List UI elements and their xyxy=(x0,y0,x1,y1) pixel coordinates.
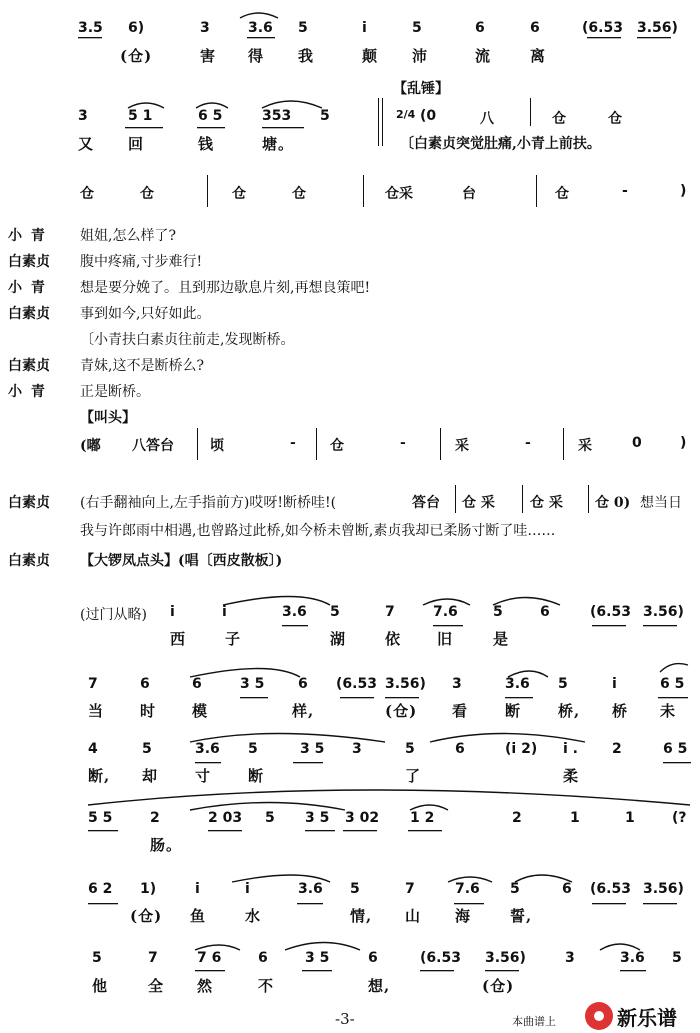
note: (6.53 xyxy=(420,950,461,966)
credit-text: 本曲谱上 xyxy=(512,1015,556,1028)
note: 3 xyxy=(565,950,575,966)
note: 5 xyxy=(330,604,340,620)
note: 6 xyxy=(540,604,550,620)
note: ) xyxy=(680,183,687,199)
note: 5 5 xyxy=(88,810,113,826)
dialogue-text: 青妹,这不是断桥么? xyxy=(80,358,204,374)
score-line-1-notes xyxy=(0,20,700,44)
note: i xyxy=(245,881,250,897)
barline xyxy=(588,485,589,513)
note: 3.6 xyxy=(620,950,645,966)
lyric: (仓) xyxy=(130,907,163,925)
note: (6.53 xyxy=(336,676,377,692)
lyric: (仓) xyxy=(120,47,153,65)
perc-cell: - xyxy=(400,435,406,451)
lyric: 得 xyxy=(248,47,265,65)
song-line-4-lyrics xyxy=(0,834,700,858)
page-number: -3- xyxy=(335,1010,355,1028)
note: 6 xyxy=(192,676,202,692)
barline xyxy=(530,98,531,126)
score-line-2-notes xyxy=(0,108,700,132)
jiaotou-label: 【叫头】 xyxy=(80,410,136,426)
song-line-6-notes xyxy=(0,950,700,974)
baisu-speech-1-cont xyxy=(0,520,700,544)
lyric: (仓) xyxy=(385,702,418,720)
lyric: 想, xyxy=(368,977,391,995)
note: 3.56) xyxy=(485,950,526,966)
note: (6.53 xyxy=(590,604,631,620)
speaker: 白素贞 xyxy=(8,254,50,270)
note: 3 02 xyxy=(345,810,380,826)
note: 3 xyxy=(352,741,362,757)
note: 仓 xyxy=(608,111,622,127)
song-line-4-notes xyxy=(0,810,700,834)
note: 3 5 xyxy=(240,676,265,692)
note: 6 xyxy=(258,950,268,966)
note: 7 xyxy=(405,881,415,897)
speaker: 白素贞 xyxy=(8,358,50,374)
note: 1 xyxy=(625,810,635,826)
song-line-2-lyrics xyxy=(0,700,700,724)
lyric: 颠 xyxy=(362,47,379,65)
note: 1 2 xyxy=(410,810,435,826)
perc-cell: ) xyxy=(680,435,687,451)
lyric: 我 xyxy=(298,47,315,65)
lyric: 模 xyxy=(192,702,209,720)
barline xyxy=(197,428,198,460)
note: 7.6 xyxy=(455,881,480,897)
note: 4 xyxy=(88,741,98,757)
note: (6.53 xyxy=(590,881,631,897)
note: (0 xyxy=(420,108,437,124)
speaker: 小 青 xyxy=(8,280,47,296)
note: 5 xyxy=(672,950,682,966)
note: 5 xyxy=(405,741,415,757)
dialogue-text: 想是要分娩了。且到那边歇息片刻,再想良策吧! xyxy=(80,280,371,296)
note: 3 xyxy=(200,20,210,36)
perc-cell: 仓 xyxy=(330,438,344,454)
lyric: (仓) xyxy=(482,977,515,995)
lyric: 西 xyxy=(170,630,187,648)
lyric: 肠。 xyxy=(150,836,183,854)
dialogue-line xyxy=(0,251,700,275)
note: 5 xyxy=(350,881,360,897)
score-line-1-lyrics xyxy=(0,45,700,69)
perc-cell: - xyxy=(525,435,531,451)
note: 5 xyxy=(510,881,520,897)
lyric: 海 xyxy=(455,907,472,925)
speaker: 白素贞 xyxy=(8,495,50,511)
stage-direction: 〔小青扶白素贞往前走,发现断桥。 xyxy=(80,332,295,348)
lyric: 未 xyxy=(660,702,677,720)
lyric: 是 xyxy=(493,630,510,648)
lyric: 看 xyxy=(452,702,469,720)
note: - xyxy=(622,183,628,199)
barline xyxy=(440,428,441,460)
note: 3.6 xyxy=(248,20,273,36)
lyric: 子 xyxy=(225,630,242,648)
perc-cell: 仓 采 xyxy=(462,495,495,511)
speaker: 白素贞 xyxy=(8,553,50,569)
note: 5 xyxy=(493,604,503,620)
note: 3 5 xyxy=(305,950,330,966)
note: 台 xyxy=(462,186,476,202)
note: 仓 xyxy=(555,186,569,202)
note: 6 xyxy=(140,676,150,692)
note: 2 xyxy=(512,810,522,826)
lyric: 当 xyxy=(88,702,105,720)
note: 6) xyxy=(128,20,145,36)
note: 6 xyxy=(562,881,572,897)
logo-text: 新乐谱 xyxy=(617,1006,677,1030)
dialogue-line xyxy=(0,303,700,327)
note: 3.6 xyxy=(505,676,530,692)
lyric: 湖 xyxy=(330,630,347,648)
note: i xyxy=(362,20,367,36)
dialogue-line xyxy=(0,355,700,379)
perc-cell: 0 xyxy=(632,435,642,451)
lyric: 钱 xyxy=(198,135,215,153)
lyric: 他 xyxy=(92,977,109,995)
lyric: 回 xyxy=(128,135,145,153)
speaker: 白素贞 xyxy=(8,306,50,322)
note: 5 1 xyxy=(128,108,153,124)
note: 6 2 xyxy=(88,881,113,897)
note: 仓 xyxy=(292,186,306,202)
speaker: 小 青 xyxy=(8,384,47,400)
lyric: 水 xyxy=(245,907,262,925)
song-line-1-notes xyxy=(0,604,700,628)
note: 5 xyxy=(265,810,275,826)
dialogue-line xyxy=(0,277,700,301)
song-line-3-notes xyxy=(0,741,700,765)
note: 1 xyxy=(570,810,580,826)
dialogue-text: 腹中疼痛,寸步难行! xyxy=(80,254,203,270)
dialogue-text: (右手翻袖向上,左手指前方)哎呀!断桥哇!( xyxy=(80,495,337,511)
lyric: 誓, xyxy=(510,907,533,925)
lyric: 全 xyxy=(148,977,165,995)
note: 3.56) xyxy=(643,604,684,620)
lyric: 害 xyxy=(200,47,217,65)
note: i . xyxy=(563,741,578,757)
barline xyxy=(207,175,208,207)
note: 仓 xyxy=(232,186,246,202)
lyric: 旧 xyxy=(437,630,454,648)
note: 7 xyxy=(385,604,395,620)
note: 5 xyxy=(558,676,568,692)
song-line-5-lyrics xyxy=(0,905,700,929)
note: 5 xyxy=(142,741,152,757)
lyric: 时 xyxy=(140,702,157,720)
prefix: (过门从略) xyxy=(80,607,147,623)
perc-cell: 顷 xyxy=(210,438,224,454)
lyric: 流 xyxy=(475,47,492,65)
lyric: 依 xyxy=(385,630,402,648)
perc-cell: (嘟 xyxy=(80,438,101,454)
speaker: 小 青 xyxy=(8,228,47,244)
lyric: 山 xyxy=(405,907,422,925)
perc-cell: 八答台 xyxy=(132,438,174,454)
lyric: 了 xyxy=(405,767,422,785)
lyric: 鱼 xyxy=(190,907,207,925)
score-line-2-lyrics xyxy=(0,133,700,157)
lyric: 离 xyxy=(530,47,547,65)
jiaotou-percussion xyxy=(0,435,700,459)
dialogue-text: 姐姐,怎么样了? xyxy=(80,228,176,244)
note: 3.56) xyxy=(637,20,678,36)
lyric: 塘。 xyxy=(262,135,295,153)
lyric: 样, xyxy=(292,702,315,720)
time-signature: 2/4 xyxy=(396,108,416,121)
dialogue-text: 我与许郎雨中相遇,也曾路过此桥,如今桥未曾断,素贞我却已柔肠寸断了哇…… xyxy=(80,523,556,539)
note: 3.6 xyxy=(195,741,220,757)
stage-direction-line xyxy=(0,329,700,353)
perc-cell: 采 xyxy=(455,438,469,454)
lyric: 柔 xyxy=(563,767,580,785)
perc-cell: 仓 采 xyxy=(530,495,563,511)
note: i xyxy=(195,881,200,897)
lyric: 却 xyxy=(142,767,159,785)
dialogue-text: 想当日 xyxy=(640,495,682,511)
baisu-speech-1 xyxy=(0,492,700,516)
song-line-3-lyrics xyxy=(0,765,700,789)
note: 6 xyxy=(455,741,465,757)
lyric: 然 xyxy=(197,977,214,995)
note: 353 xyxy=(262,108,292,124)
note: (? xyxy=(672,810,687,826)
song-line-2-notes xyxy=(0,676,700,700)
note: 3.56) xyxy=(385,676,426,692)
note: (i 2) xyxy=(505,741,538,757)
lyric: 情, xyxy=(350,907,373,925)
lyric: 断, xyxy=(88,767,111,785)
perc-cell: 答台 xyxy=(412,495,440,511)
note: 7 6 xyxy=(197,950,222,966)
note: 3 xyxy=(452,676,462,692)
note: i xyxy=(222,604,227,620)
note: 2 03 xyxy=(208,810,243,826)
barline xyxy=(563,428,564,460)
barline xyxy=(536,175,537,207)
note: 1) xyxy=(140,881,157,897)
lyric: 寸 xyxy=(195,767,212,785)
dialogue-line xyxy=(0,225,700,249)
note: 6 5 xyxy=(660,676,685,692)
lyric: 断 xyxy=(248,767,265,785)
dialogue-text: 事到如今,只好如此。 xyxy=(80,306,211,322)
note: 2 xyxy=(150,810,160,826)
note: 7.6 xyxy=(433,604,458,620)
note: 5 xyxy=(320,108,330,124)
note: 仓采 xyxy=(385,186,413,202)
barline xyxy=(316,428,317,460)
note: i xyxy=(170,604,175,620)
note: 3 5 xyxy=(305,810,330,826)
barline xyxy=(363,175,364,207)
lyric: 不 xyxy=(258,977,275,995)
perc-cell: 采 xyxy=(578,438,592,454)
note: 3 5 xyxy=(300,741,325,757)
note: 5 xyxy=(412,20,422,36)
lyric: 桥, xyxy=(558,702,581,720)
stage-direction: 〔白素贞突觉肚痛,小青上前扶。 xyxy=(400,136,601,152)
note: 6 xyxy=(475,20,485,36)
note: 7 xyxy=(88,676,98,692)
note: 3.56) xyxy=(643,881,684,897)
lyric: 桥 xyxy=(612,702,629,720)
perc-cell: - xyxy=(290,435,296,451)
note: 6 xyxy=(530,20,540,36)
note: 3 xyxy=(78,108,88,124)
baisu-speech-2 xyxy=(0,550,700,574)
song-line-5-notes xyxy=(0,881,700,905)
note: 3.6 xyxy=(298,881,323,897)
note: 3.5 xyxy=(78,20,103,36)
note: i xyxy=(612,676,617,692)
note: 5 xyxy=(248,741,258,757)
note: 6 xyxy=(298,676,308,692)
lyric: 沛 xyxy=(412,47,429,65)
note: 6 5 xyxy=(198,108,223,124)
score-line-3-notes xyxy=(0,183,700,207)
barline xyxy=(522,485,523,513)
note: 3.6 xyxy=(282,604,307,620)
site-logo[interactable] xyxy=(585,1000,697,1032)
note: 仓 xyxy=(552,111,566,127)
song-line-6-lyrics xyxy=(0,975,700,999)
note: 仓 xyxy=(140,186,154,202)
note: (6.53 xyxy=(582,20,623,36)
perc-cell: 仓 0) xyxy=(595,495,631,511)
luanchui-label: 【乱锤】 xyxy=(393,81,449,97)
song-line-1-lyrics xyxy=(0,628,700,652)
note: 八 xyxy=(480,111,494,127)
note: 2 xyxy=(612,741,622,757)
note: 5 xyxy=(92,950,102,966)
note: 5 xyxy=(298,20,308,36)
lyric: 又 xyxy=(78,135,95,153)
dialogue-text: 正是断桥。 xyxy=(80,384,150,400)
note: 7 xyxy=(148,950,158,966)
dialogue-line xyxy=(0,381,700,405)
lyric: 断 xyxy=(505,702,522,720)
note: 6 xyxy=(368,950,378,966)
note: 仓 xyxy=(80,186,94,202)
barline xyxy=(455,485,456,513)
banqiang-heading: 【大锣凤点头】(唱〔西皮散板〕) xyxy=(80,553,283,569)
record-icon xyxy=(585,1002,613,1030)
note: 6 5 xyxy=(663,741,688,757)
